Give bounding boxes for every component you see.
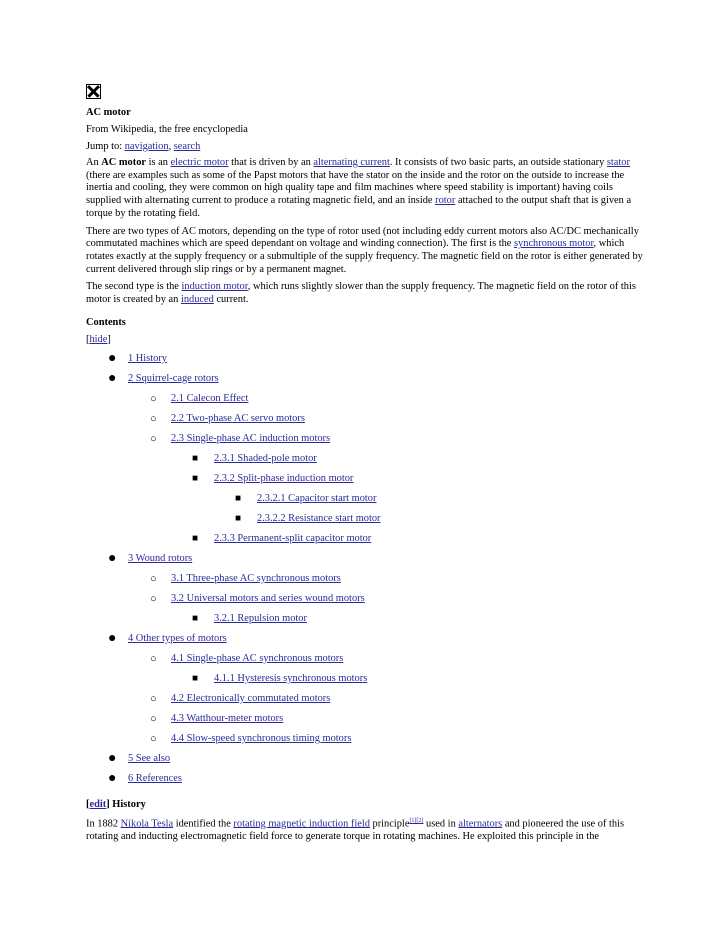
link-stator[interactable]: stator: [606, 157, 630, 168]
page-title: AC motor: [86, 107, 131, 118]
toc-link[interactable]: 2.2 Two-phase AC servo motors: [171, 412, 305, 424]
toc-item: [86, 349, 646, 369]
toc-item: [86, 749, 646, 769]
bullet-icon: ○: [150, 712, 157, 725]
citation-link[interactable]: [1][2]: [409, 817, 424, 824]
bullet-icon: ■: [192, 472, 199, 484]
bullet-icon: ○: [150, 392, 157, 405]
intro-paragraph-2: There are two types of AC motors, depending on the type of rotor used (not including eddy current motors also AC/DC mechanically commutated machines which are speed dependant on voltage and winding connection). The first is the synchronous motor, which rotates exactly at the supply frequency or a submultiple of the supply frequency. The magnetic field on the rotor is either generated by current delivered through slip rings or by a permanent magnet.: [86, 225, 643, 275]
toc-item: [86, 389, 646, 409]
toc-item: [86, 689, 646, 709]
toc-link[interactable]: 4 Other types of motors: [128, 632, 227, 644]
toc-link[interactable]: 4.4 Slow-speed synchronous timing motors: [171, 732, 352, 744]
contents-title: Contents: [86, 316, 126, 328]
link-synchronous-motor[interactable]: synchronous motor: [514, 238, 594, 250]
link-induction-motor[interactable]: induction motor: [181, 281, 248, 293]
toc-item: [86, 429, 646, 449]
bullet-icon: ●: [108, 750, 117, 766]
bullet-icon: ■: [235, 512, 242, 524]
bullet-icon: ●: [108, 630, 117, 646]
bullet-icon: ■: [192, 612, 199, 624]
jump-links: Jump to: navigation, search: [86, 140, 201, 152]
bullet-icon: ○: [150, 572, 157, 585]
bullet-icon: ●: [108, 350, 117, 366]
link-alternators[interactable]: alternators: [458, 818, 503, 830]
bullet-icon: ○: [150, 652, 157, 665]
bullet-icon: ■: [192, 452, 199, 464]
bullet-icon: ●: [108, 770, 117, 786]
toc-item: [86, 589, 646, 609]
toc-link[interactable]: 1 History: [128, 352, 167, 364]
link-rotating-magnetic-field[interactable]: rotating magnetic induction field: [233, 818, 370, 830]
link-alternating-current[interactable]: alternating current: [313, 157, 390, 168]
toc-item: [86, 369, 646, 389]
toc-link[interactable]: 2.3.2.2 Resistance start motor: [257, 512, 381, 524]
jump-search-link[interactable]: search: [173, 140, 201, 152]
toc-link[interactable]: 2 Squirrel-cage rotors: [128, 372, 219, 384]
toc-link[interactable]: 3.2 Universal motors and series wound motors: [171, 592, 365, 604]
toc-item: [86, 569, 646, 589]
toc-item: [86, 489, 646, 509]
toc-item: [86, 449, 646, 469]
bullet-icon: ○: [150, 732, 157, 745]
toc-link[interactable]: 4.1 Single-phase AC synchronous motors: [171, 652, 344, 664]
toc-item: [86, 529, 646, 549]
toc-item: [86, 769, 646, 789]
toc-link[interactable]: 5 See also: [128, 752, 171, 764]
toc-item: [86, 609, 646, 629]
history-heading: [edit] History: [86, 798, 146, 810]
toc-link[interactable]: 2.3.3 Permanent-split capacitor motor: [214, 532, 372, 544]
toc-link[interactable]: 4.3 Watthour-meter motors: [171, 712, 284, 724]
link-electric-motor[interactable]: electric motor: [170, 157, 229, 168]
toc-link[interactable]: 2.1 Calecon Effect: [171, 392, 249, 404]
toc-item: [86, 549, 646, 569]
toc-item: [86, 649, 646, 669]
toc-link[interactable]: 6 References: [128, 772, 182, 784]
bullet-icon: ○: [150, 592, 157, 605]
contents-hide-toggle: [hide]: [86, 333, 111, 345]
hide-contents-link[interactable]: hide: [89, 333, 108, 345]
toc-link[interactable]: 2.3.2 Split-phase induction motor: [214, 472, 354, 484]
jump-navigation-link[interactable]: navigation: [124, 140, 169, 152]
toc-item: [86, 669, 646, 689]
broken-image-icon: [86, 84, 101, 99]
bullet-icon: ●: [108, 550, 117, 566]
bullet-icon: ○: [150, 432, 157, 445]
toc-link[interactable]: 2.3.1 Shaded-pole motor: [214, 452, 317, 464]
toc-item: [86, 469, 646, 489]
bullet-icon: ■: [192, 672, 199, 684]
bullet-icon: ○: [150, 692, 157, 705]
toc-link[interactable]: 2.3.2.1 Capacitor start motor: [257, 492, 377, 504]
link-rotor[interactable]: rotor: [435, 195, 456, 207]
toc-item: [86, 509, 646, 529]
edit-history-link[interactable]: edit: [89, 798, 107, 810]
toc-link[interactable]: 3.1 Three-phase AC synchronous motors: [171, 572, 341, 584]
toc-link[interactable]: 3.2.1 Repulsion motor: [214, 612, 307, 624]
toc-link[interactable]: 4.2 Electronically commutated motors: [171, 692, 331, 704]
toc-item: [86, 409, 646, 429]
toc-item: [86, 629, 646, 649]
bullet-icon: ●: [108, 370, 117, 386]
toc-link[interactable]: 4.1.1 Hysteresis synchronous motors: [214, 672, 368, 684]
intro-paragraph-1: An AC motor is an electric motor that is driven by an alternating current. It consists of two basic parts, an outside stationary stator (there are examples such as some of the Papst motors that have the stator on the inside and the rotor on the outside to increase the inertia and cooling, they were common on high quality tape and film machines where speed stability is important) having coils supplied with alternating current to produce a rotating magnetic field, and an inside rotor attached to the output shaft that is given a torque by the rotating field.: [86, 157, 632, 219]
toc-item: [86, 709, 646, 729]
site-subtitle: From Wikipedia, the free encyclopedia: [86, 124, 248, 135]
bullet-icon: ■: [235, 492, 242, 504]
bullet-icon: ○: [150, 412, 157, 425]
table-of-contents: [86, 349, 646, 789]
bullet-icon: ■: [192, 532, 199, 544]
intro-paragraph-3: The second type is the induction motor, which runs slightly slower than the supply frequency. The magnetic field on the rotor of this motor is created by an induced current.: [86, 281, 636, 306]
link-induced[interactable]: induced: [180, 294, 214, 306]
link-nikola-tesla[interactable]: Nikola Tesla: [120, 818, 174, 830]
toc-item: [86, 729, 646, 749]
toc-link[interactable]: 3 Wound rotors: [128, 552, 193, 564]
history-paragraph: In 1882 Nikola Tesla identified the rotating magnetic induction field principle[1][2] used in alternators and pioneered the use of this rotating and inducting electromagnetic field force to generate torque in rotating machines. He exploited this principle in the: [86, 817, 624, 842]
toc-link[interactable]: 2.3 Single-phase AC induction motors: [171, 432, 331, 444]
article-page: [86, 84, 646, 849]
